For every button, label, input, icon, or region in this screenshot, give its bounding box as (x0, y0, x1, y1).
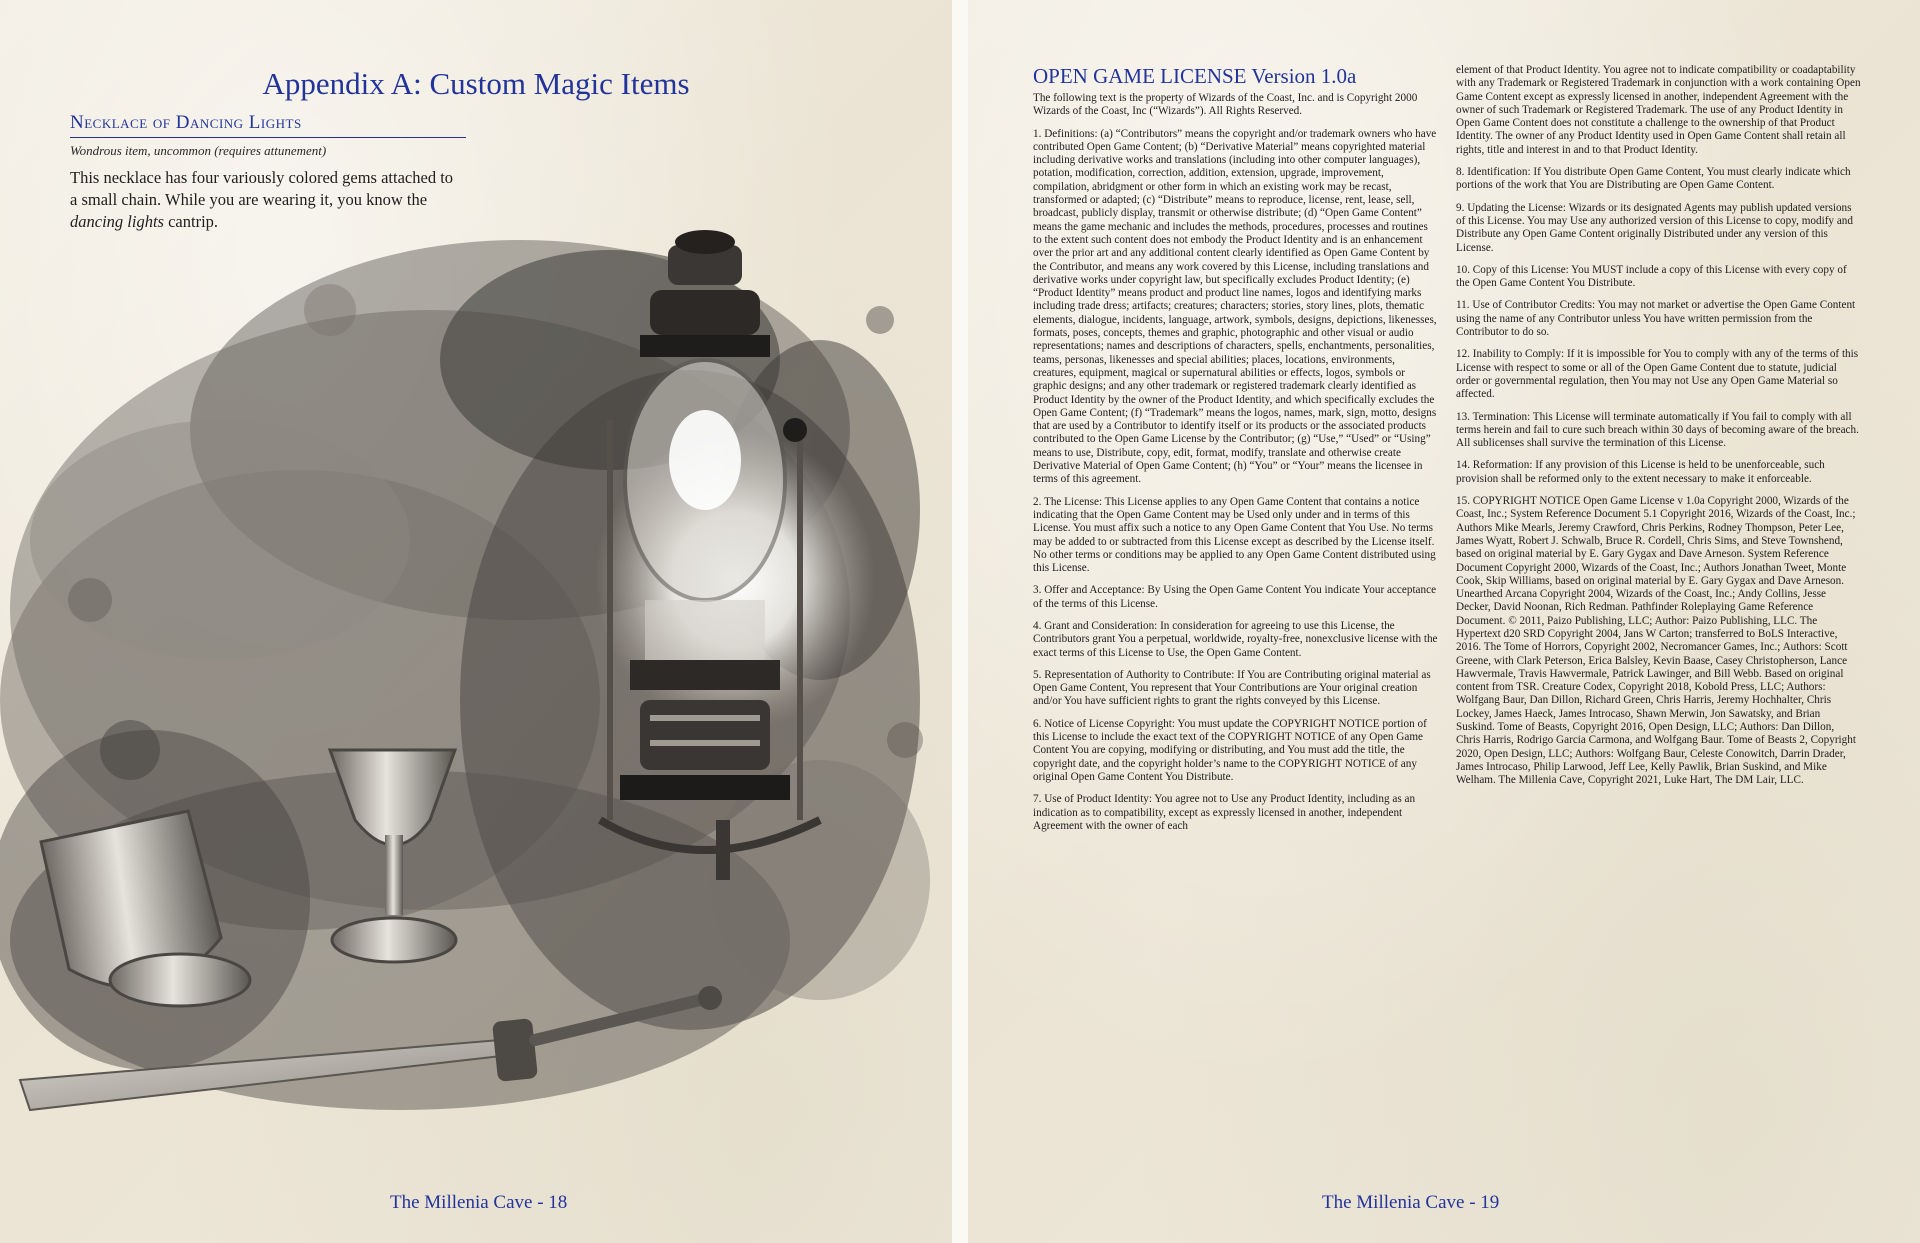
license-paragraph: 14. Reformation: If any provision of this License is held to be unenforceable, such provision shall be reformed only to the extent necessary to make it enforceable. (1456, 459, 1825, 485)
license-paragraph: 12. Inability to Comply: If it is impossible for You to comply with any of the terms of this License with respect to some or all of the Open Game Content due to statute, judicial order or governmental regulation, then You may not Use any Open Game Material so affected. (1456, 348, 1859, 401)
page-gutter (952, 0, 968, 1243)
license-paragraph: 15. COPYRIGHT NOTICE Open Game License v 1.0a Copyright 2000, Wizards of the Coast, Inc.; System Reference Document 5.1 Copyright 2016, Wizards of the Coast, Inc.; Authors Mike Mearls, Jeremy Crawford, Chris Perkins, Rodney Thompson, Peter Lee, James Wyatt, Robert J. Schwalb, Bruce R. Cordell, Chris Sims, and Steve Townshend, based on original material by E. Gary Gygax and Dave Arneson. System Reference Document Copyright 2000, Wizards of the Coast, Inc.; Authors Jonathan Tweet, Monte Cook, Skip Williams, based on original material by E. Gary Gygax and Dave Arneson. Unearthed Arcana Copyright 2004, Wizards of the Coast, Inc.; Andy Collins, Jesse Decker, David Noonan, Rich Redman. Pathfinder Roleplaying Game Reference Document. © 2011, Paizo Publishing, LLC; Author: Paizo Publishing, LLC. The Hypertext d20 SRD Copyright 2004, Jans W Carton; transferred to BoLS Interactive, 2016. The Tome of Horrors, Copyright 2002, Necromancer Games, Inc.; Authors: Scott Greene, with Clark Peterson, Erica Balsley, Kevin Baase, Casey Christopherson, Lance Hawvermale, Travis Hawvermale, Patrick Lawinger, and Bill Webb. Based on original content from TSR. Creature Codex, Copyright 2018, Kobold Press, LLC; Authors: Wolfgang Baur, Dan Dillon, Richard Green, Chris Harris, Jeremy Hochhalter, Chris Lockey, James Haeck, James Introcaso, Shawn Merwin, Jon Sawatsky, and Brian Suskind. Tome of Beasts, Copyright 2016, Open Design, LLC; Authors: Dan Dillon, Chris Harris, Rodrigo Garcia Carmona, and Wolfgang Baur. Tome of Beasts 2, Copyright 2020, Open Design, LLC; Authors: Wolfgang Baur, Celeste Conowitch, Darrin Drader, James Introcaso, Philip Larwood, Jeff Lee, Kelly Pawlik, Brian Suskind, and Mike Welham. The Millenia Cave, Copyright 2021, Luke Hart, The DM Lair, LLC. (1456, 495, 1856, 787)
page-footer-right: The Millenia Cave - 19 (1322, 1192, 1500, 1213)
license-paragraph: 7. Use of Product Identity: You agree not to Use any Product Identity, including as an indication as to compatibility, except as expressly licensed in another, independent Agreement with the owner of each (1033, 793, 1416, 832)
license-column-2 (1456, 64, 1861, 797)
spell-name: dancing lights (70, 212, 164, 231)
item-description-start: This necklace has four variously colored gems attached to a small chain. While you are wearing it, you know the (70, 168, 454, 209)
license-paragraph: 4. Grant and Consideration: In consideration for agreeing to use this License, the Contributors grant You a perpetual, worldwide, royalty-free, nonexclusive license with the exact terms of this License to Use, the Open Game Content. (1033, 619, 1438, 659)
license-paragraph: 3. Offer and Acceptance: By Using the Open Game Content You indicate Your acceptance of the terms of this License. (1033, 584, 1437, 610)
license-paragraph: 2. The License: This License applies to any Open Game Content that contains a notice indicating that the Open Game Content may be Used only under and in terms of this License. You must affix such a notice to any Open Game Content that You Use. No terms may be added to or subtracted from this License except as described by the License itself. No other terms or conditions may be applied to any Open Game Content distributed using this License. (1033, 495, 1436, 575)
item-type-line: Wondrous item, uncommon (requires attunement) (70, 143, 327, 158)
license-paragraph: 6. Notice of License Copyright: You must update the COPYRIGHT NOTICE portion of this License to include the exact text of the COPYRIGHT NOTICE of any Open Game Content You are copying, modifying or distributing, and You must add the title, the copyright date, and the copyright holder’s name to the COPYRIGHT NOTICE of any original Open Game Content You Distribute. (1033, 717, 1427, 783)
license-paragraph: 11. Use of Contributor Credits: You may not market or advertise the Open Game Content using the name of any Contributor unless You have written permission from the Contributor to do so. (1456, 299, 1856, 339)
license-paragraph: 10. Copy of this License: You MUST include a copy of this License with every copy of the Open Game Content You Distribute. (1456, 263, 1847, 290)
page-footer-left: The Millenia Cave - 18 (390, 1192, 568, 1213)
license-paragraph: 8. Identification: If You distribute Open Game Content, You must clearly indicate which portions of the work that You are Distributing are Open Game Content. (1456, 166, 1851, 192)
license-paragraph: 13. Termination: This License will terminate automatically if You fail to comply with all terms herein and fail to cure such breach within 30 days of becoming aware of the breach. All sublicenses shall survive the termination of this License. (1456, 410, 1859, 450)
license-column-1 (1033, 92, 1438, 842)
page-title: Appendix A: Custom Magic Items (262, 66, 690, 101)
license-paragraph: The following text is the property of Wizards of the Coast, Inc. and is Copyright 2000 Wizards of the Coast, Inc (“Wizards”). All Rights Reserved. (1033, 92, 1418, 118)
item-heading: Necklace of Dancing Lights (70, 112, 466, 138)
license-paragraph: 1. Definitions: (a) “Contributors” means the copyright and/or trademark owners who have contributed Open Game Content; (b) “Derivative Material” means copyrighted material including derivative works and translations (including into other computer languages), potation, modification, correction, addition, extension, upgrade, improvement, compilation, abridgment or other form in which an existing work may be recast, transformed or adapted; (c) “Distribute” means to reproduce, license, rent, lease, sell, broadcast, publicly display, transmit or otherwise distribute; (d) “Open Game Content” means the game mechanic and includes the methods, procedures, processes and routines to the extent such content does not embody the Product Identity and is an enhancement over the prior art and any additional content clearly identified as Open Game Content by the Contributor, and means any work covered by this License, including translations and derivative works under copyright law, but specifically excludes Product Identity; (e) “Product Identity” means product and product line names, logos and identifying marks including trade dress; artifacts; creatures; characters; stories, story lines, plots, thematic elements, dialogue, incidents, language, artwork, symbols, designs, depictions, likenesses, formats, poses, concepts, themes and graphic, photographic and other visual or audio representations; names and descriptions of characters, spells, enchantments, personalities, teams, personas, likenesses and special abilities; places, locations, environments, creatures, equipment, magical or supernatural abilities or effects, logos, symbols or graphic designs; and any other trademark or registered trademark clearly identified as Product Identity by the owner of the Product Identity, and which specifically excludes the Open Game Content; (f) “Trademark” means the logos, names, mark, sign, motto, designs that are used by a Contributor to identify itself or its products or the associated products contributed to the Open Game License by the Contributor; (g) “Use,” “Used” or “Using” means to use, Distribute, copy, edit, format, modify, translate and otherwise create Derivative Material of Open Game Content; (h) “You” or “Your” means the licensee in terms of this agreement. (1033, 127, 1437, 486)
license-paragraph: 9. Updating the License: Wizards or its designated Agents may publish updated versions of this License. You may Use any authorized version of this License to copy, modify and Distribute any Open Game Content originally Distributed under any version of this License. (1456, 201, 1853, 254)
license-paragraph: element of that Product Identity. You agree not to indicate compatibility or coadaptability with any Trademark or Registered Trademark in conjunction with a work containing Open Game Content except as expressly licensed in another, independent Agreement with the owner of such Trademark or Registered Trademark. The use of any Product Identity in Open Game Content does not constitute a challenge to the ownership of that Product Identity. The owner of any Product Identity used in Open Game Content shall retain all rights, title and interest in and to that Product Identity. (1456, 64, 1861, 156)
license-paragraph: 5. Representation of Authority to Contribute: If You are Contributing original material as Open Game Content, You represent that Your Contributions are Your original creation and/or You have sufficient rights to grant the rights conveyed by this License. (1033, 668, 1431, 708)
license-title: OPEN GAME LICENSE Version 1.0a (1033, 64, 1357, 88)
item-description-end: cantrip. (163, 212, 219, 231)
lantern-illustration (0, 180, 952, 1160)
left-page (0, 0, 952, 1243)
item-description (70, 167, 460, 233)
right-page (968, 0, 1920, 1243)
